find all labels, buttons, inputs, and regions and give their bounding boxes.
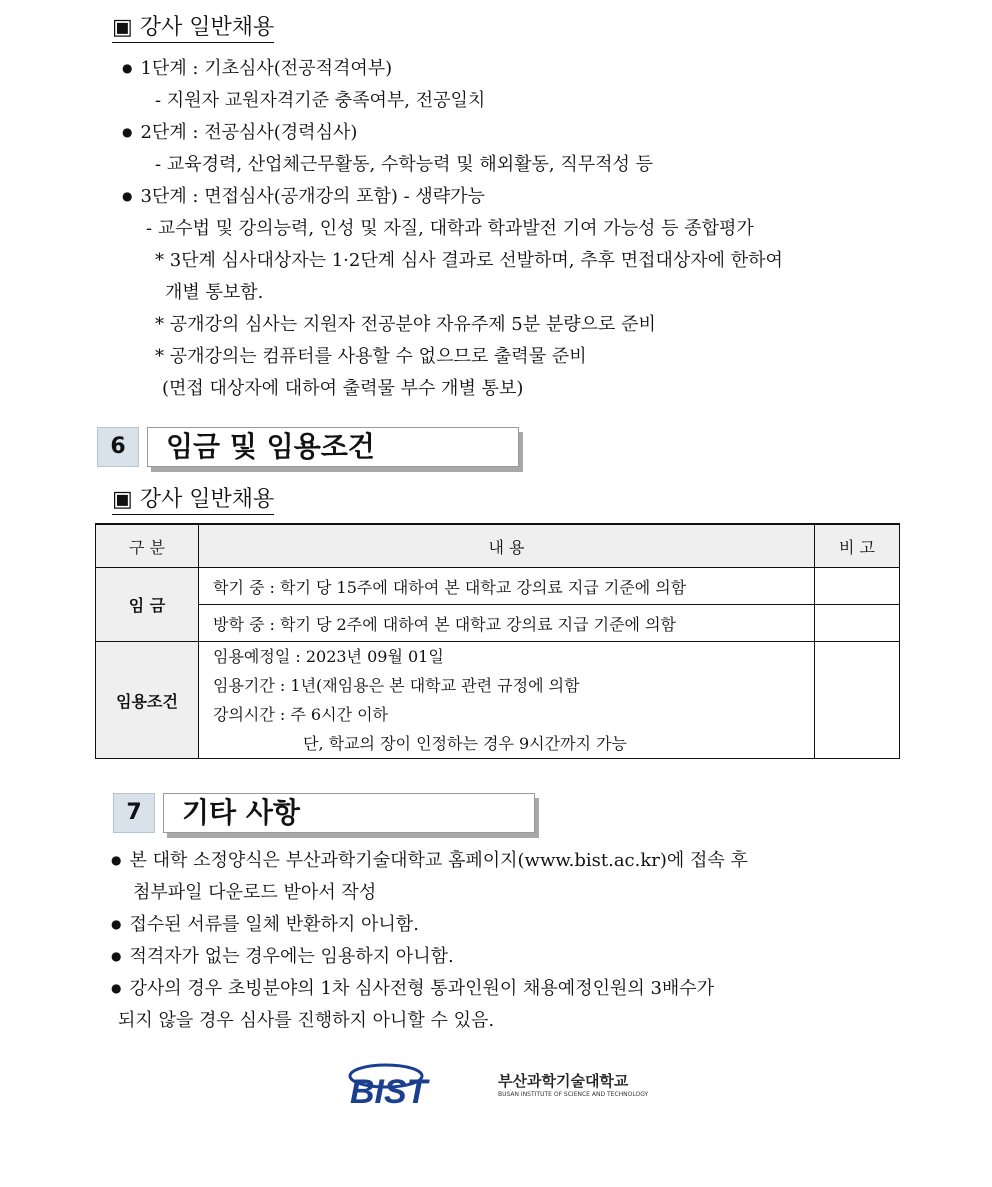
row-label-wage: 임 금 bbox=[96, 568, 199, 642]
employment-conditions-table bbox=[95, 523, 900, 759]
logo-name-en: BUSAN INSTITUTE OF SCIENCE AND TECHNOLOGY bbox=[498, 1091, 649, 1098]
list-item-continued: 되지 않을 경우 심사를 진행하지 아니할 수 있음. bbox=[118, 1010, 495, 1031]
university-logo bbox=[348, 1058, 668, 1108]
stage1-detail: - 지원자 교원자격기준 충족여부, 전공일치 bbox=[155, 90, 486, 111]
remarks-cell bbox=[815, 568, 900, 605]
row-label-conditions: 임용조건 bbox=[96, 642, 199, 759]
table-cell: 방학 중 : 학기 당 2주에 대하여 본 대학교 강의료 지급 기준에 의함 bbox=[199, 605, 815, 642]
stage2-detail: - 교육경력, 산업체근무활동, 수학능력 및 해외활동, 직무적성 등 bbox=[155, 154, 653, 175]
list-item: ● 본 대학 소정양식은 부산과학기술대학교 홈페이지(www.bist.ac.kr)에 접속 후 bbox=[111, 846, 748, 872]
table-header: 비 고 bbox=[815, 524, 900, 568]
list-item: ● 강사의 경우 초빙분야의 1차 심사전형 통과인원이 채용예정인원의 3배수가 bbox=[111, 974, 714, 1000]
condition-line: 강의시간 : 주 6시간 이하 bbox=[213, 705, 389, 724]
condition-line: 임용기간 : 1년(재임용은 본 대학교 관련 규정에 의함 bbox=[213, 676, 580, 695]
table-header: 내 용 bbox=[199, 524, 815, 568]
note-line: * 공개강의는 컴퓨터를 사용할 수 없으므로 출력물 준비 bbox=[155, 346, 587, 367]
section-heading: 임금 및 임용조건 bbox=[147, 427, 519, 467]
table-cell: 학기 중 : 학기 당 15주에 대하여 본 대학교 강의료 지급 기준에 의함 bbox=[199, 568, 815, 605]
remarks-cell bbox=[815, 642, 900, 759]
condition-line: 임용예정일 : 2023년 09월 01일 bbox=[213, 647, 444, 666]
section-subtitle: ▣ 강사 일반채용 bbox=[112, 10, 274, 43]
condition-line: 단, 학교의 장이 인정하는 경우 9시간까지 가능 bbox=[303, 734, 627, 753]
section-subtitle: ▣ 강사 일반채용 bbox=[112, 482, 274, 515]
list-item: ● 적격자가 없는 경우에는 임용하지 아니함. bbox=[111, 942, 454, 968]
stage1-item: ● 1단계 : 기초심사(전공적격여부) bbox=[122, 54, 392, 80]
table-header: 구 분 bbox=[96, 524, 199, 568]
stage3-item: ● 3단계 : 면접심사(공개강의 포함) - 생략가능 bbox=[122, 182, 485, 208]
logo-name-kr: 부산과학기술대학교 bbox=[498, 1072, 629, 1090]
note-line: * 공개강의 심사는 지원자 전공분야 자유주제 5분 분량으로 준비 bbox=[155, 314, 656, 335]
list-item-continued: 첨부파일 다운로드 받아서 작성 bbox=[133, 882, 377, 903]
note-line: * 3단계 심사대상자는 1·2단계 심사 결과로 선발하며, 추후 면접대상자에 한하여 bbox=[155, 250, 783, 271]
section-number: 6 bbox=[97, 427, 139, 467]
stage3-detail: - 교수법 및 강의능력, 인성 및 자질, 대학과 학과발전 기여 가능성 등 종합평가 bbox=[146, 218, 754, 239]
remarks-cell bbox=[815, 605, 900, 642]
list-item: ● 접수된 서류를 일체 반환하지 아니함. bbox=[111, 910, 419, 936]
table-cell bbox=[199, 642, 815, 759]
svg-text:BIST: BIST bbox=[350, 1073, 428, 1108]
section-heading: 기타 사항 bbox=[163, 793, 535, 833]
note-line: 개별 통보함. bbox=[165, 282, 264, 303]
section-number: 7 bbox=[113, 793, 155, 833]
note-line: (면접 대상자에 대하여 출력물 부수 개별 통보) bbox=[162, 378, 524, 399]
stage2-item: ● 2단계 : 전공심사(경력심사) bbox=[122, 118, 357, 144]
